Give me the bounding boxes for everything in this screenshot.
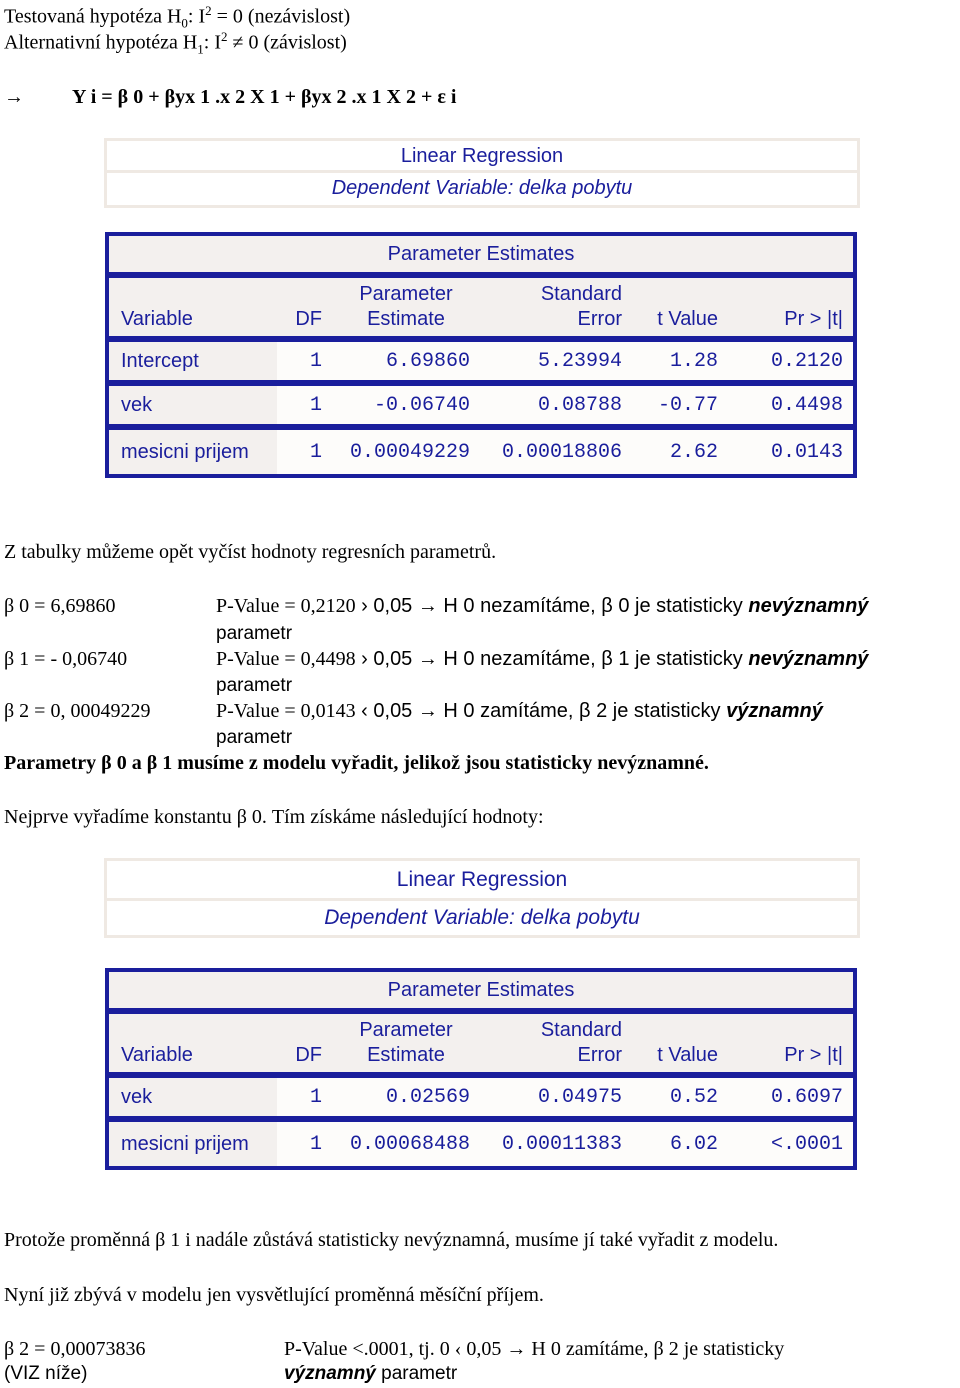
- cell-df: 1: [277, 1122, 332, 1166]
- h1-prefix: Alternativní hypotéza H: [4, 31, 198, 54]
- table-caption-row: [109, 972, 853, 1014]
- beta0-tail: parametr: [216, 623, 293, 644]
- model-equation: Y i = β 0 + βyx 1 .x 2 X 1 + βyx 2 .x 1 X 2 + ε i: [72, 86, 457, 108]
- cell-tvalue: 2.62: [632, 430, 728, 474]
- final-tail: parametr: [375, 1363, 458, 1384]
- table-row: [109, 386, 853, 430]
- text-remaining: Nyní již zbývá v modelu jen vysvětlující proměnná měsíční příjem.: [4, 1284, 544, 1306]
- cell-estimate: -0.06740: [332, 386, 480, 430]
- beta1-value: β 1 = - 0,06740: [4, 648, 128, 670]
- report2-subtitle: Dependent Variable: delka pobytu: [324, 906, 640, 929]
- cell-estimate: 0.02569: [332, 1078, 480, 1122]
- stderr-line1: Standard: [540, 283, 622, 305]
- h0-sub: 0: [181, 15, 188, 31]
- report1-parameter-table: [105, 232, 857, 478]
- h1-mid: : I: [203, 31, 221, 54]
- report2-title: Linear Regression: [107, 861, 857, 901]
- beta2-compare: ‹ 0,05 → H 0 zamítáme, β 2 je statisticky: [355, 700, 727, 722]
- h1-sub: 1: [197, 41, 204, 57]
- next-step: Nejprve vyřadíme konstantu β 0. Tím získáme následující hodnoty:: [4, 806, 544, 828]
- cell-df: 1: [277, 386, 332, 430]
- cell-stderr: 0.00011383: [480, 1122, 632, 1166]
- final-verdict: významný: [284, 1363, 376, 1384]
- col-header-pr: Pr > |t|: [728, 1014, 853, 1078]
- col-header-variable: Variable: [109, 1014, 277, 1078]
- report2-titlebox: [104, 858, 860, 938]
- table-row: [109, 342, 853, 386]
- table-row: [109, 430, 853, 474]
- text-after-table2: Protože proměnná β 1 i nadále zůstává statisticky nevýznamná, musíme jí také vyřadit z modelu.: [4, 1229, 779, 1251]
- stderr-line1: Standard: [540, 1019, 622, 1041]
- final-viz: (VIZ níže): [4, 1363, 88, 1384]
- final-test: P-Value <.0001, tj. 0 ‹ 0,05 → H 0 zamítáme, β 2 je statisticky: [284, 1338, 785, 1360]
- estimate-line1: Parameter: [359, 283, 453, 305]
- cell-tvalue: 6.02: [632, 1122, 728, 1166]
- cell-estimate: 6.69860: [332, 342, 480, 386]
- cell-variable: vek: [109, 1078, 277, 1122]
- h1-sup: 2: [221, 29, 228, 44]
- model-arrow: [4, 86, 24, 109]
- beta2-pvalue: P-Value = 0,0143: [216, 700, 356, 722]
- beta1-pvalue: P-Value = 0,4498: [216, 648, 356, 670]
- h0-rest: = 0 (nezávislost): [211, 5, 351, 28]
- col-header-tvalue: t Value: [632, 1014, 728, 1078]
- table-header-row: [109, 1014, 853, 1078]
- cell-variable: Intercept: [109, 342, 277, 386]
- col-header-estimate: [332, 1014, 480, 1078]
- cell-pr: 0.4498: [728, 386, 853, 430]
- estimate-line1: Parameter: [359, 1019, 453, 1041]
- final-verdict-line: [284, 1363, 457, 1385]
- table-caption-row: [109, 236, 853, 278]
- report2-parameter-table: [105, 968, 857, 1170]
- table-row: [109, 1122, 853, 1166]
- col-header-stderr: [480, 278, 632, 342]
- conclusion1: Parametry β 0 a β 1 musíme z modelu vyřadit, jelikož jsou statisticky nevýznamné.: [4, 752, 709, 774]
- cell-variable: mesicni prijem: [109, 430, 277, 474]
- cell-pr: 0.2120: [728, 342, 853, 386]
- beta1-test: [216, 648, 868, 671]
- col-header-pr: Pr > |t|: [728, 278, 853, 342]
- report1-subtitle: Dependent Variable: delka pobytu: [331, 177, 633, 199]
- beta0-value: β 0 = 6,69860: [4, 595, 116, 617]
- report1-titlebox: [104, 138, 860, 208]
- cell-estimate: 0.00068488: [332, 1122, 480, 1166]
- col-header-variable: Variable: [109, 278, 277, 342]
- final-beta2-value: β 2 = 0,00073836: [4, 1338, 146, 1360]
- beta1-tail: parametr: [216, 675, 293, 696]
- beta0-pvalue: P-Value = 0,2120: [216, 595, 356, 617]
- beta2-test: [216, 700, 823, 723]
- cell-estimate: 0.00049229: [332, 430, 480, 474]
- cell-stderr: 0.00018806: [480, 430, 632, 474]
- table-caption: Parameter Estimates: [109, 972, 853, 1014]
- arrow-icon: →: [4, 86, 24, 108]
- cell-df: 1: [277, 1078, 332, 1122]
- col-header-stderr: [480, 1014, 632, 1078]
- cell-stderr: 0.04975: [480, 1078, 632, 1122]
- h1-rest: ≠ 0 (závislost): [227, 31, 347, 54]
- beta1-verdict: nevýznamný: [748, 648, 869, 670]
- stderr-line2: Error: [577, 1044, 622, 1066]
- col-header-tvalue: t Value: [632, 278, 728, 342]
- cell-df: 1: [277, 430, 332, 474]
- hypothesis-h0: [4, 3, 350, 32]
- cell-variable: mesicni prijem: [109, 1122, 277, 1166]
- cell-tvalue: 0.52: [632, 1078, 728, 1122]
- beta0-test: [216, 595, 868, 618]
- estimate-line2: Estimate: [367, 1044, 445, 1066]
- col-header-df: DF: [277, 278, 332, 342]
- beta0-compare: › 0,05 → H 0 nezamítáme, β 0 je statisticky: [355, 595, 749, 617]
- beta2-tail: parametr: [216, 727, 293, 748]
- estimate-line2: Estimate: [367, 308, 445, 330]
- beta2-value: β 2 = 0, 00049229: [4, 700, 151, 722]
- beta0-verdict: nevýznamný: [748, 595, 869, 617]
- cell-tvalue: 1.28: [632, 342, 728, 386]
- cell-tvalue: -0.77: [632, 386, 728, 430]
- table-row: [109, 1078, 853, 1122]
- h0-mid: : I: [187, 5, 206, 28]
- cell-stderr: 0.08788: [480, 386, 632, 430]
- col-header-df: DF: [277, 1014, 332, 1078]
- cell-pr: 0.6097: [728, 1078, 853, 1122]
- beta1-compare: › 0,05 → H 0 nezamítáme, β 1 je statisticky: [355, 648, 749, 670]
- table-header-row: [109, 278, 853, 342]
- stderr-line2: Error: [577, 308, 622, 330]
- cell-variable: vek: [109, 386, 277, 430]
- cell-stderr: 5.23994: [480, 342, 632, 386]
- cell-df: 1: [277, 342, 332, 386]
- cell-pr: <.0001: [728, 1122, 853, 1166]
- cell-pr: 0.0143: [728, 430, 853, 474]
- text-after-table1: Z tabulky můžeme opět vyčíst hodnoty regresních parametrů.: [4, 541, 497, 563]
- report1-title: Linear Regression: [107, 141, 857, 173]
- col-header-estimate: [332, 278, 480, 342]
- h0-sup: 2: [205, 3, 212, 18]
- beta2-verdict: významný: [726, 700, 823, 722]
- hypothesis-h1: [4, 29, 347, 58]
- table-caption: Parameter Estimates: [109, 236, 853, 278]
- h0-prefix: Testovaná hypotéza H: [4, 5, 182, 28]
